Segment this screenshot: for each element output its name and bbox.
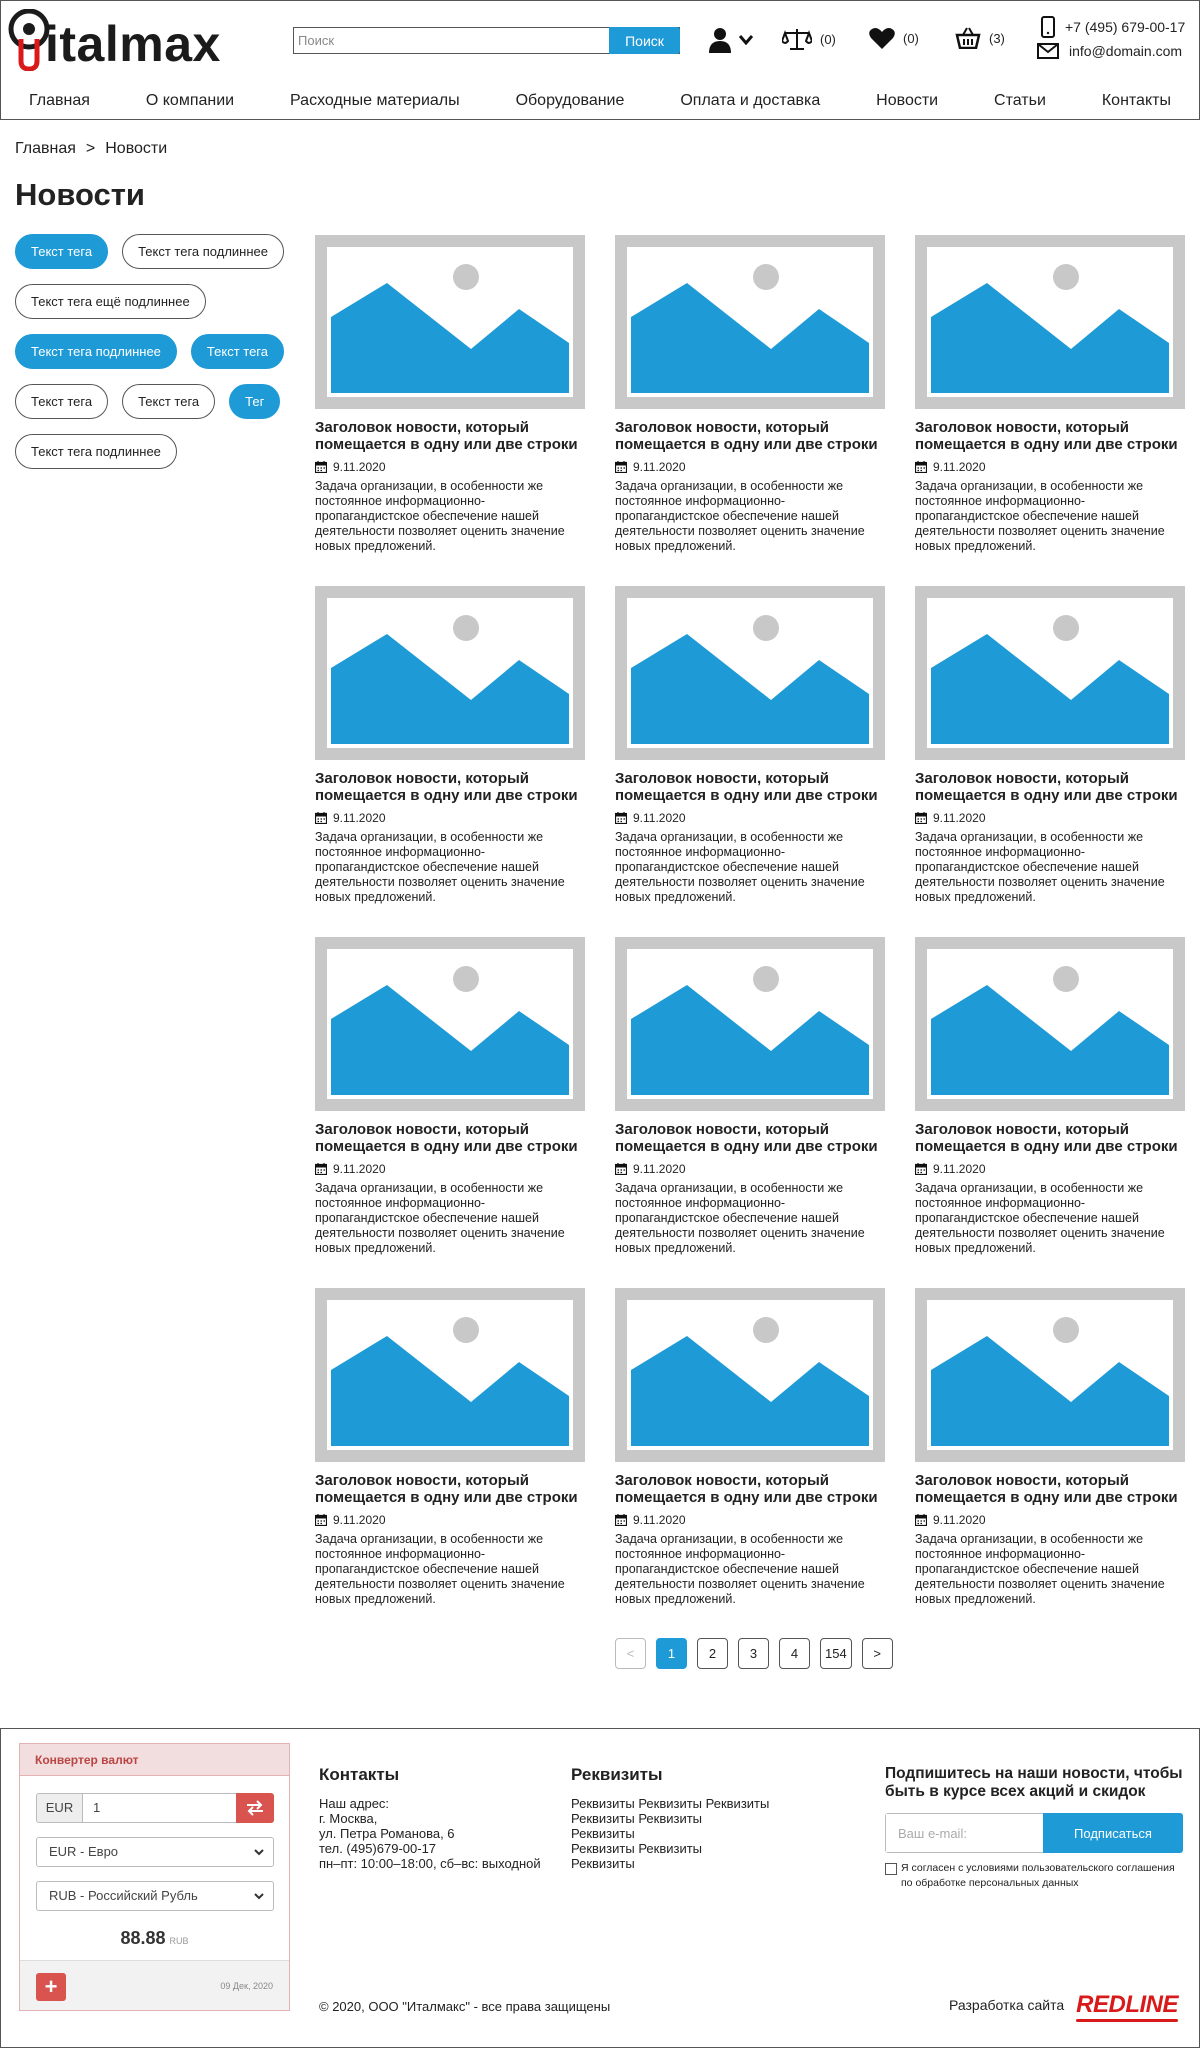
calendar-icon <box>615 1514 627 1526</box>
news-date-text: 9.11.2020 <box>333 1513 386 1527</box>
news-card[interactable] <box>615 586 885 909</box>
page-button-last[interactable]: 154 <box>820 1638 852 1669</box>
breadcrumb-home[interactable]: Главная <box>15 140 76 157</box>
footer-requisites-title: Реквизиты <box>571 1765 663 1784</box>
news-date <box>915 1512 1185 1528</box>
news-thumbnail[interactable] <box>615 235 885 409</box>
news-card[interactable] <box>315 1288 585 1611</box>
tag-cloud <box>15 234 285 469</box>
converter-swap-button[interactable] <box>236 1793 274 1823</box>
tag-chip[interactable]: Тег <box>229 384 280 419</box>
converter-from-value: EUR - Евро <box>49 1844 119 1859</box>
news-excerpt: Задача организации, в особенности же постоянное информационно-пропагандистское обеспечение нашей деятельности позволяет оценить значение новых предложений. <box>915 830 1165 904</box>
footer-phone: тел. (495)679-00-17 <box>319 1841 437 1856</box>
news-thumbnail[interactable] <box>315 235 585 409</box>
news-thumbnail[interactable] <box>915 937 1185 1111</box>
converter-amount-input[interactable]: 1 <box>82 1793 237 1823</box>
news-card[interactable] <box>915 235 1185 558</box>
converter-amount-row <box>36 1793 274 1823</box>
news-excerpt: Задача организации, в особенности же постоянное информационно-пропагандистское обеспечение нашей деятельности позволяет оценить значение новых предложений. <box>315 1532 565 1606</box>
calendar-icon <box>315 1514 327 1526</box>
requisites-line: Реквизиты <box>571 1826 635 1841</box>
requisites-line: Реквизиты Реквизиты Реквизиты <box>571 1796 770 1811</box>
site-header <box>0 0 1200 120</box>
nav-item-articles[interactable]: Статьи <box>994 92 1046 109</box>
news-card[interactable] <box>915 937 1185 1260</box>
tag-chip[interactable]: Текст тега ещё подлиннее <box>15 284 206 319</box>
converter-to-value: RUB - Российский Рубль <box>49 1888 198 1903</box>
converter-title: Конвертер валют <box>20 1744 289 1776</box>
tag-chip[interactable]: Текст тега <box>15 234 108 269</box>
news-date-text: 9.11.2020 <box>333 1162 386 1176</box>
news-title[interactable]: Заголовок новости, который помещается в одну или две строки <box>615 1472 878 1506</box>
swap-arrows-icon <box>245 1800 265 1816</box>
developer-credit[interactable] <box>949 1991 1178 2019</box>
nav-item-contacts[interactable]: Контакты <box>1101 92 1171 109</box>
news-date <box>315 1512 585 1528</box>
nav-item-news[interactable]: Новости <box>876 92 939 109</box>
tag-chip[interactable]: Текст тега <box>191 334 284 369</box>
image-placeholder-icon <box>327 598 573 748</box>
address-label: Наш адрес: <box>319 1796 390 1811</box>
news-thumbnail[interactable] <box>615 937 885 1111</box>
nav-item-consumables[interactable]: Расходные материалы <box>290 92 460 109</box>
tag-chip[interactable]: Текст тега подлиннее <box>122 234 284 269</box>
news-title[interactable]: Заголовок новости, который помещается в одну или две строки <box>915 1472 1178 1506</box>
nav-item-payment-delivery[interactable]: Оплата и доставка <box>680 92 821 109</box>
news-date <box>315 810 585 826</box>
breadcrumb-current: Новости <box>105 140 168 157</box>
converter-from-select[interactable] <box>36 1837 274 1867</box>
converter-to-select[interactable] <box>36 1881 274 1911</box>
news-excerpt: Задача организации, в особенности же постоянное информационно-пропагандистское обеспечение нашей деятельности позволяет оценить значение новых предложений. <box>315 479 565 553</box>
requisites-line: Реквизиты Реквизиты <box>571 1811 703 1826</box>
developer-label: Разработка сайта <box>949 1997 1065 2013</box>
news-card[interactable] <box>315 937 585 1260</box>
news-date-text: 9.11.2020 <box>333 460 386 474</box>
page-button-2[interactable]: 2 <box>697 1638 728 1669</box>
news-date <box>315 459 585 475</box>
subscribe-form <box>885 1813 1183 1853</box>
cart-link[interactable] <box>955 27 1005 49</box>
news-card[interactable] <box>315 586 585 909</box>
nav-item-home[interactable]: Главная <box>29 92 90 109</box>
news-title[interactable]: Заголовок новости, который помещается в одну или две строки <box>315 419 578 453</box>
footer-requisites <box>571 1765 801 1871</box>
email-address: info@domain.com <box>1069 43 1183 59</box>
news-date <box>915 1161 1185 1177</box>
image-placeholder-icon <box>627 1300 873 1450</box>
tag-chip[interactable]: Текст тега подлиннее <box>15 334 177 369</box>
news-thumbnail[interactable] <box>315 937 585 1111</box>
converter-result-unit: RUB <box>169 1936 189 1946</box>
chevron-down-icon <box>253 1890 265 1902</box>
subscribe-button[interactable]: Подписаться <box>1043 1813 1183 1853</box>
news-title[interactable]: Заголовок новости, который помещается в одну или две строки <box>915 770 1178 804</box>
news-title[interactable]: Заголовок новости, который помещается в одну или две строки <box>615 1121 878 1155</box>
currency-converter <box>19 1743 290 2011</box>
news-date-text: 9.11.2020 <box>633 811 686 825</box>
image-placeholder-icon <box>327 247 573 397</box>
converter-footer <box>20 1960 289 2010</box>
news-thumbnail[interactable] <box>915 1288 1185 1462</box>
agreement-checkbox[interactable] <box>885 1863 897 1875</box>
news-card[interactable] <box>315 235 585 558</box>
news-card[interactable] <box>615 937 885 1260</box>
converter-result-value: 88.88 <box>120 1928 166 1948</box>
news-title[interactable]: Заголовок новости, который помещается в одну или две строки <box>615 419 878 453</box>
account-menu[interactable] <box>709 27 753 53</box>
news-thumbnail[interactable] <box>915 586 1185 760</box>
news-date-text: 9.11.2020 <box>933 460 986 474</box>
calendar-icon <box>915 1514 927 1526</box>
calendar-icon <box>915 1163 927 1175</box>
news-excerpt: Задача организации, в особенности же постоянное информационно-пропагандистское обеспечение нашей деятельности позволяет оценить значение новых предложений. <box>315 1181 565 1255</box>
tag-chip[interactable]: Текст тега подлиннее <box>15 434 177 469</box>
chevron-down-icon <box>739 35 753 45</box>
news-card[interactable] <box>915 586 1185 909</box>
breadcrumb-separator: > <box>85 140 96 157</box>
news-card[interactable] <box>615 235 885 558</box>
news-grid <box>315 235 1185 1611</box>
news-date <box>615 1512 885 1528</box>
requisites-line: Реквизиты Реквизиты <box>571 1841 703 1856</box>
image-placeholder-icon <box>327 1300 573 1450</box>
news-excerpt: Задача организации, в особенности же постоянное информационно-пропагандистское обеспечение нашей деятельности позволяет оценить значение новых предложений. <box>615 830 865 904</box>
address-street: ул. Петра Романова, 6 <box>319 1826 455 1841</box>
phone-number: +7 (495) 679-00-17 <box>1065 19 1186 35</box>
news-excerpt: Задача организации, в особенности же постоянное информационно-пропагандистское обеспечение нашей деятельности позволяет оценить значение новых предложений. <box>915 479 1165 553</box>
search-bar <box>293 27 680 54</box>
image-placeholder-icon <box>927 1300 1173 1450</box>
cart-count: (3) <box>989 30 1005 46</box>
news-thumbnail[interactable] <box>615 1288 885 1462</box>
news-title[interactable]: Заголовок новости, который помещается в одну или две строки <box>915 1121 1178 1155</box>
phone-contact[interactable] <box>1041 16 1185 38</box>
news-date-text: 9.11.2020 <box>933 811 986 825</box>
news-thumbnail[interactable] <box>915 235 1185 409</box>
tag-chip[interactable]: Текст тега <box>122 384 215 419</box>
news-date <box>915 459 1185 475</box>
news-excerpt: Задача организации, в особенности же постоянное информационно-пропагандистское обеспечение нашей деятельности позволяет оценить значение новых предложений. <box>315 830 565 904</box>
compare-count: (0) <box>820 31 836 47</box>
news-date <box>915 810 1185 826</box>
news-thumbnail[interactable] <box>315 586 585 760</box>
search-input[interactable] <box>294 28 610 53</box>
address-city: г. Москва, <box>319 1811 378 1826</box>
image-placeholder-icon <box>627 247 873 397</box>
phone-icon <box>1041 16 1055 38</box>
news-title[interactable]: Заголовок новости, который помещается в одну или две строки <box>315 1121 578 1155</box>
footer-contacts-title: Контакты <box>319 1765 400 1784</box>
news-date <box>615 810 885 826</box>
user-icon <box>709 27 731 53</box>
email-contact[interactable] <box>1037 43 1182 59</box>
tag-chip[interactable]: Текст тега <box>15 384 108 419</box>
favorites-link[interactable] <box>869 27 919 49</box>
converter-date: 09 Дек, 2020 <box>220 1981 273 1991</box>
redline-logo <box>1076 1991 1178 2019</box>
page-title: Новости <box>15 177 145 212</box>
news-date-text: 9.11.2020 <box>933 1162 986 1176</box>
breadcrumb <box>15 140 167 158</box>
calendar-icon <box>615 1163 627 1175</box>
converter-currency-code: EUR <box>36 1793 83 1823</box>
news-thumbnail[interactable] <box>315 1288 585 1462</box>
calendar-icon <box>315 1163 327 1175</box>
favorites-count: (0) <box>903 30 919 46</box>
agreement-row <box>885 1861 1185 1891</box>
prev-page-button[interactable]: < <box>615 1638 646 1669</box>
news-date <box>315 1161 585 1177</box>
news-date <box>615 459 885 475</box>
news-excerpt: Задача организации, в особенности же постоянное информационно-пропагандистское обеспечение нашей деятельности позволяет оценить значение новых предложений. <box>915 1532 1165 1606</box>
heart-icon <box>869 27 895 49</box>
chevron-down-icon <box>253 1846 265 1858</box>
news-date-text: 9.11.2020 <box>633 1513 686 1527</box>
news-thumbnail[interactable] <box>615 586 885 760</box>
calendar-icon <box>615 812 627 824</box>
next-page-button[interactable]: > <box>862 1638 893 1669</box>
news-date-text: 9.11.2020 <box>633 1162 686 1176</box>
calendar-icon <box>315 812 327 824</box>
add-converter-button[interactable]: + <box>36 1973 66 2001</box>
news-excerpt: Задача организации, в особенности же постоянное информационно-пропагандистское обеспечение нашей деятельности позволяет оценить значение новых предложений. <box>615 1181 865 1255</box>
envelope-icon <box>1037 43 1059 59</box>
logo-text: italmax <box>45 16 221 72</box>
news-excerpt: Задача организации, в особенности же постоянное информационно-пропагандистское обеспечение нашей деятельности позволяет оценить значение новых предложений. <box>615 479 865 553</box>
redline-logo-text: REDLINE <box>1076 1991 1179 2018</box>
image-placeholder-icon <box>627 598 873 748</box>
news-date-text: 9.11.2020 <box>633 460 686 474</box>
footer-contacts <box>319 1765 549 1871</box>
news-title[interactable]: Заголовок новости, который помещается в одну или две строки <box>915 419 1178 453</box>
calendar-icon <box>915 812 927 824</box>
subscribe-email-input[interactable] <box>886 1814 1044 1852</box>
pagination <box>615 1638 893 1669</box>
news-title[interactable]: Заголовок новости, который помещается в одну или две строки <box>315 1472 578 1506</box>
page-button-1[interactable]: 1 <box>656 1638 687 1669</box>
scales-icon <box>782 27 812 51</box>
subscribe-title: Подпишитесь на наши новости, чтобы быть в курсе всех акций и скидок <box>885 1765 1183 1800</box>
search-button[interactable]: Поиск <box>609 27 680 54</box>
working-hours: пн–пт: 10:00–18:00, сб–вс: выходной <box>319 1856 541 1871</box>
nav-item-equipment[interactable]: Оборудование <box>515 92 625 109</box>
page-button-4[interactable]: 4 <box>779 1638 810 1669</box>
agreement-text: Я согласен с условиями пользовательского соглашения по обработке персональных данных <box>901 1862 1175 1889</box>
basket-icon <box>955 27 981 49</box>
news-title[interactable]: Заголовок новости, который помещается в одну или две строки <box>615 770 878 804</box>
image-placeholder-icon <box>927 247 1173 397</box>
news-excerpt: Задача организации, в особенности же постоянное информационно-пропагандистское обеспечение нашей деятельности позволяет оценить значение новых предложений. <box>615 1532 865 1606</box>
news-excerpt: Задача организации, в особенности же постоянное информационно-пропагандистское обеспечение нашей деятельности позволяет оценить значение новых предложений. <box>915 1181 1165 1255</box>
page-button-3[interactable]: 3 <box>738 1638 769 1669</box>
news-title[interactable]: Заголовок новости, который помещается в одну или две строки <box>315 770 578 804</box>
converter-result <box>20 1928 289 1949</box>
requisites-line: Реквизиты <box>571 1856 635 1871</box>
news-date-text: 9.11.2020 <box>933 1513 986 1527</box>
copyright-text: © 2020, ООО "Италмакс" - все права защищены <box>319 1999 611 2014</box>
calendar-icon <box>615 461 627 473</box>
image-placeholder-icon <box>627 949 873 1099</box>
image-placeholder-icon <box>927 949 1173 1099</box>
news-date <box>615 1161 885 1177</box>
site-footer <box>0 1728 1200 2048</box>
image-placeholder-icon <box>927 598 1173 748</box>
calendar-icon <box>915 461 927 473</box>
news-date-text: 9.11.2020 <box>333 811 386 825</box>
news-card[interactable] <box>915 1288 1185 1611</box>
image-placeholder-icon <box>327 949 573 1099</box>
site-logo[interactable] <box>7 9 267 71</box>
nav-item-about[interactable]: О компании <box>145 92 235 109</box>
calendar-icon <box>315 461 327 473</box>
main-nav <box>1 87 1199 115</box>
compare-link[interactable] <box>782 27 836 51</box>
newsletter-subscribe <box>885 1765 1185 1891</box>
news-card[interactable] <box>615 1288 885 1611</box>
